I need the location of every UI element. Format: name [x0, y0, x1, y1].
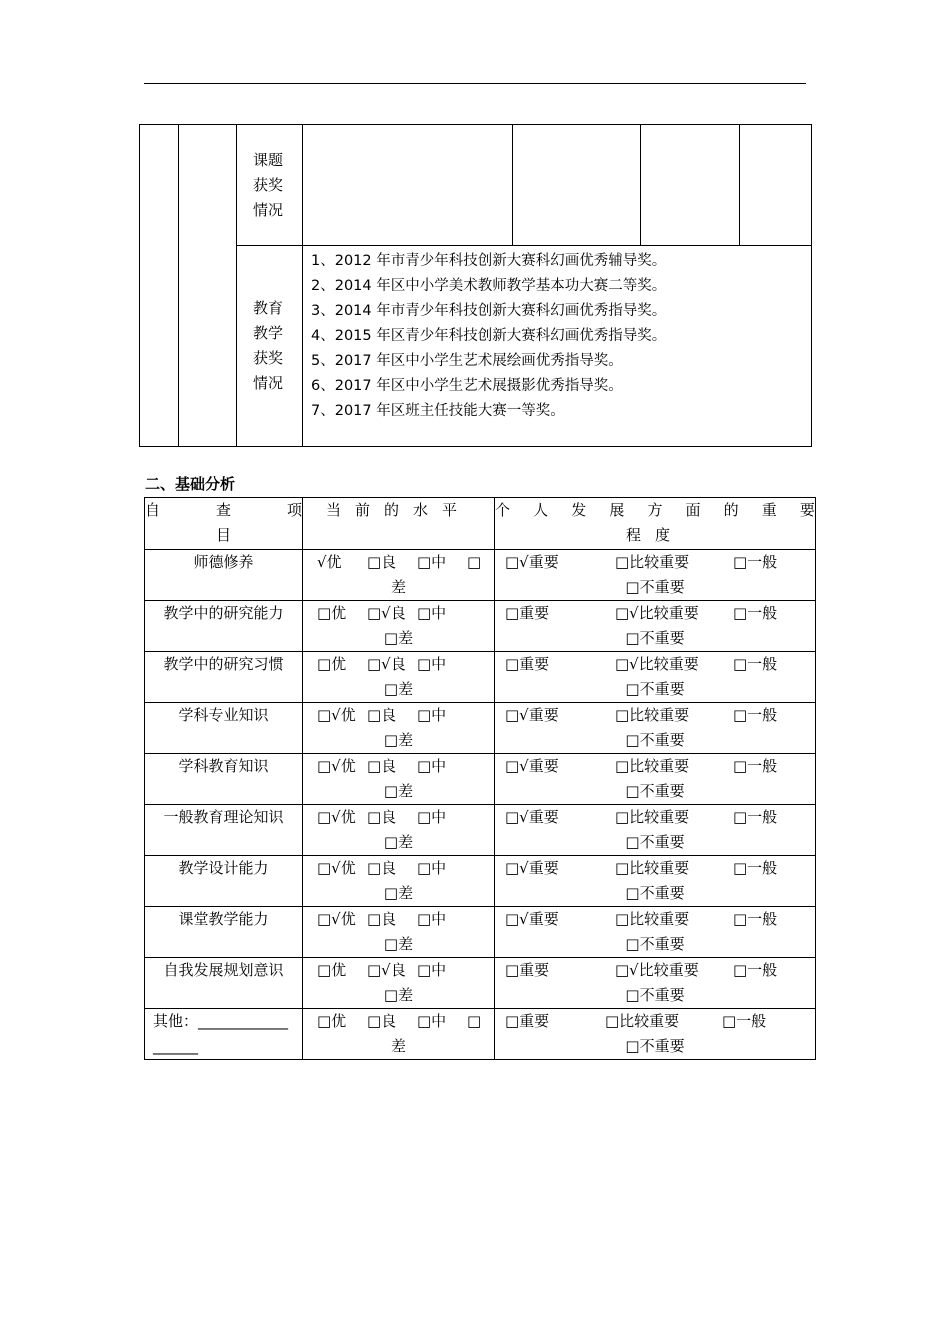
table-row [145, 805, 816, 856]
awards-table [139, 124, 812, 447]
table-row-other [145, 1009, 816, 1060]
level-options[interactable]: □优 □√良 □中 [317, 961, 447, 979]
importance-cell [495, 550, 816, 601]
level-option-poor[interactable]: □差 [383, 680, 414, 698]
importance-options[interactable]: □重要 □√比较重要 □一般 [505, 655, 778, 673]
basic-analysis-table [144, 497, 816, 1060]
level-option-poor[interactable]: □差 [383, 935, 414, 953]
self-check-item: 教学设计能力 [145, 856, 303, 907]
table-row [145, 856, 816, 907]
level-options[interactable]: □优 □√良 □中 [317, 604, 447, 622]
header-current-level: 当前的水平 [303, 498, 495, 550]
importance-cell [495, 1009, 816, 1060]
research-award-label: 课题 获奖 情况 [237, 125, 303, 246]
level-option-poor[interactable]: □差 [383, 731, 414, 749]
level-cell [303, 550, 495, 601]
importance-options[interactable]: □√重要 □比较重要 □一般 [505, 808, 778, 826]
blank-cell [179, 125, 237, 447]
importance-option-not-important[interactable]: □不重要 [625, 1037, 685, 1055]
self-check-item: 一般教育理论知识 [145, 805, 303, 856]
blank-cell [140, 125, 179, 447]
award-item: 3、2014 年市青少年科技创新大赛科幻画优秀指导奖。 [311, 303, 667, 319]
self-check-item: 师德修养 [145, 550, 303, 601]
level-option-poor[interactable]: □差 [383, 629, 414, 647]
level-options[interactable]: √优 □良 □中 □ [317, 553, 482, 571]
importance-options[interactable]: □重要 □比较重要 □一般 [505, 1012, 767, 1030]
level-cell [303, 601, 495, 652]
research-award-cell [303, 125, 513, 246]
level-cell [303, 652, 495, 703]
importance-options[interactable]: □√重要 □比较重要 □一般 [505, 757, 778, 775]
importance-option-not-important[interactable]: □不重要 [625, 833, 685, 851]
section-title: 二、基础分析 [145, 475, 236, 493]
self-check-item: 教学中的研究习惯 [145, 652, 303, 703]
level-options[interactable]: □√优 □良 □中 [317, 910, 447, 928]
research-award-cell [641, 125, 740, 246]
importance-option-not-important[interactable]: □不重要 [625, 986, 685, 1004]
importance-cell [495, 601, 816, 652]
table-row [145, 601, 816, 652]
award-item: 6、2017 年区中小学生艺术展摄影优秀指导奖。 [311, 378, 623, 394]
level-options[interactable]: □√优 □良 □中 [317, 859, 447, 877]
level-cell [303, 703, 495, 754]
self-check-item: 学科专业知识 [145, 703, 303, 754]
importance-cell [495, 856, 816, 907]
level-cell [303, 958, 495, 1009]
importance-options[interactable]: □√重要 □比较重要 □一般 [505, 910, 778, 928]
importance-cell [495, 703, 816, 754]
header-importance: 个 人 发 展 方 面 的 重 要 程度 [495, 498, 816, 550]
teaching-award-label: 教育 教学 获奖 情况 [237, 246, 303, 447]
level-options[interactable]: □√优 □良 □中 [317, 706, 447, 724]
award-item: 1、2012 年市青少年科技创新大赛科幻画优秀辅导奖。 [311, 253, 667, 269]
header-rule [144, 83, 806, 84]
table-row [145, 958, 816, 1009]
importance-option-not-important[interactable]: □不重要 [625, 629, 685, 647]
level-cell [303, 856, 495, 907]
importance-option-not-important[interactable]: □不重要 [625, 731, 685, 749]
level-cell [303, 1009, 495, 1060]
self-check-item: 课堂教学能力 [145, 907, 303, 958]
importance-option-not-important[interactable]: □不重要 [625, 680, 685, 698]
level-option-poor[interactable]: □差 [383, 884, 414, 902]
importance-cell [495, 652, 816, 703]
table-row [145, 652, 816, 703]
importance-options[interactable]: □√重要 □比较重要 □一般 [505, 706, 778, 724]
table-row [145, 907, 816, 958]
level-option-poor[interactable]: □差 [383, 986, 414, 1004]
level-cell [303, 754, 495, 805]
award-item: 4、2015 年区青少年科技创新大赛科幻画优秀指导奖。 [311, 328, 667, 344]
level-option-poor[interactable]: 差 [390, 1037, 406, 1055]
award-item: 2、2014 年区中小学美术教师教学基本功大赛二等奖。 [311, 278, 667, 294]
importance-options[interactable]: □√重要 □比较重要 □一般 [505, 859, 778, 877]
award-item: 5、2017 年区中小学生艺术展绘画优秀指导奖。 [311, 353, 623, 369]
level-cell [303, 805, 495, 856]
level-option-poor[interactable]: □差 [383, 782, 414, 800]
importance-options[interactable]: □重要 □√比较重要 □一般 [505, 604, 778, 622]
level-cell [303, 907, 495, 958]
research-award-cell [740, 125, 812, 246]
importance-cell [495, 754, 816, 805]
table-row [145, 550, 816, 601]
importance-option-not-important[interactable]: □不重要 [625, 884, 685, 902]
importance-options[interactable]: □√重要 □比较重要 □一般 [505, 553, 778, 571]
level-option-poor[interactable]: 差 [390, 578, 406, 596]
importance-cell [495, 907, 816, 958]
research-award-cell [513, 125, 641, 246]
other-item-cell: 其他：____________ ______ [145, 1009, 303, 1060]
header-self-check-item: 自 查 项 目 [145, 498, 303, 550]
self-check-item: 教学中的研究能力 [145, 601, 303, 652]
importance-cell [495, 958, 816, 1009]
award-item: 7、2017 年区班主任技能大赛一等奖。 [311, 403, 565, 419]
importance-cell [495, 805, 816, 856]
level-options[interactable]: □√优 □良 □中 [317, 757, 447, 775]
level-option-poor[interactable]: □差 [383, 833, 414, 851]
level-options[interactable]: □优 □良 □中 □ [317, 1012, 482, 1030]
self-check-item: 自我发展规划意识 [145, 958, 303, 1009]
table-row [145, 703, 816, 754]
importance-option-not-important[interactable]: □不重要 [625, 782, 685, 800]
level-options[interactable]: □优 □√良 □中 [317, 655, 447, 673]
teaching-awards-list [303, 246, 812, 447]
importance-option-not-important[interactable]: □不重要 [625, 578, 685, 596]
table-row [145, 754, 816, 805]
importance-options[interactable]: □重要 □√比较重要 □一般 [505, 961, 778, 979]
importance-option-not-important[interactable]: □不重要 [625, 935, 685, 953]
table-header-row [145, 498, 816, 550]
level-options[interactable]: □√优 □良 □中 [317, 808, 447, 826]
self-check-item: 学科教育知识 [145, 754, 303, 805]
